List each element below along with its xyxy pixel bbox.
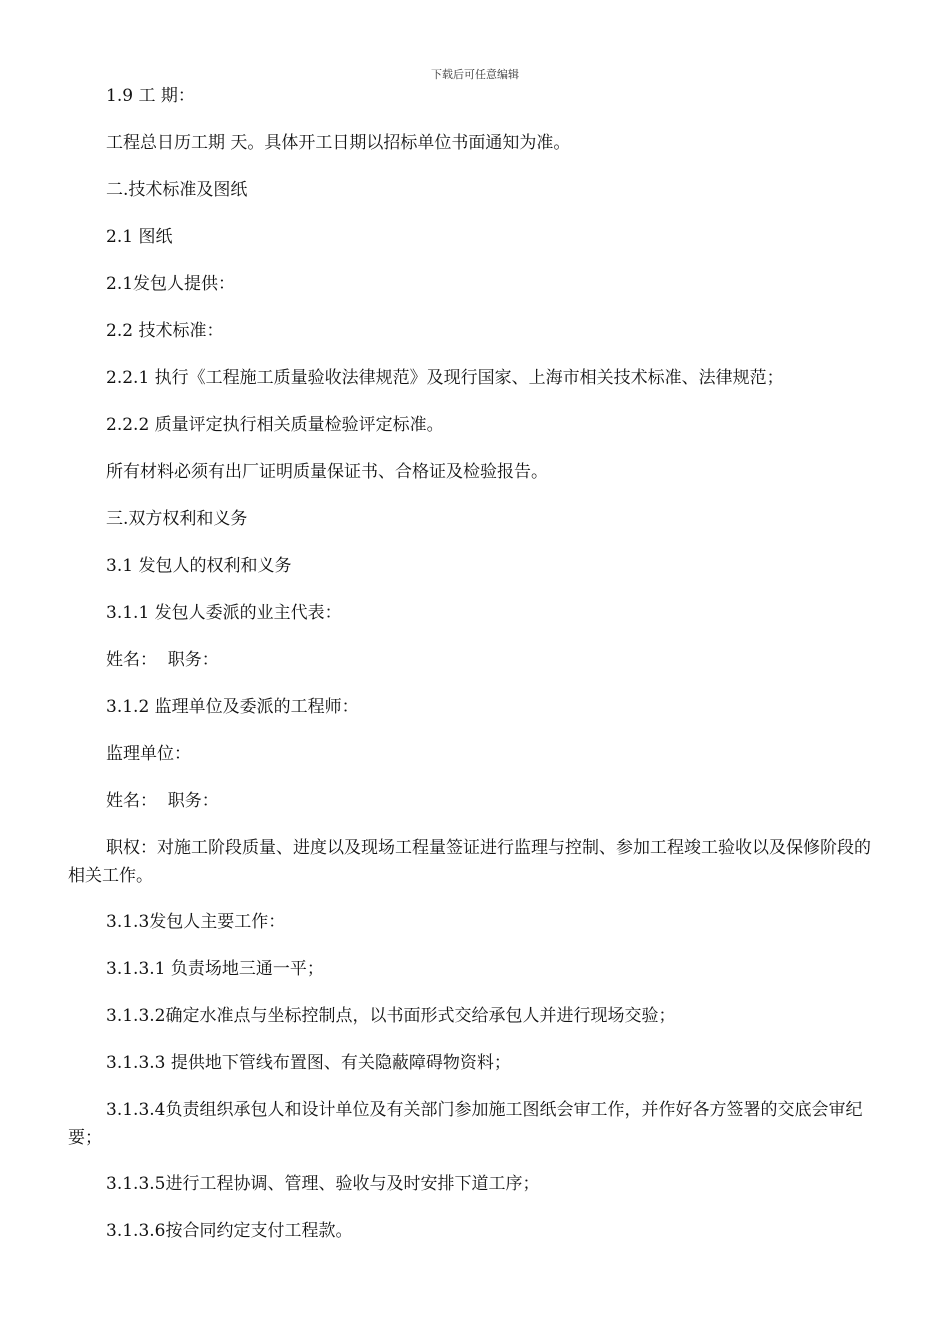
paragraph-materials: 所有材料必须有出厂证明质量保证书、合格证及检验报告。 — [106, 462, 548, 482]
paragraph-3-1-3-5: 3.1.3.5进行工程协调、管理、验收与及时安排下道工序； — [106, 1174, 540, 1194]
paragraph-2-2-technical-standards: 2.2 技术标准： — [106, 321, 224, 341]
paragraph-name-position-2: 姓名： 职务： — [106, 791, 219, 811]
paragraph-3-1-3: 3.1.3发包人主要工作： — [106, 912, 286, 932]
section-3-heading: 三.双方权利和义务 — [106, 509, 248, 529]
paragraph-1-9-duration-heading: 1.9 工 期： — [106, 86, 195, 106]
paragraph-3-1-3-6: 3.1.3.6按合同约定支付工程款。 — [106, 1221, 353, 1241]
section-2-heading: 二.技术标准及图纸 — [106, 180, 248, 200]
paragraph-3-1-2: 3.1.2 监理单位及委派的工程师： — [106, 697, 359, 717]
paragraph-2-2-1: 2.2.1 执行《工程施工质量验收法律规范》及现行国家、上海市相关技术标准、法律规范； — [106, 368, 784, 388]
paragraph-2-2-2: 2.2.2 质量评定执行相关质量检验评定标准。 — [106, 415, 444, 435]
paragraph-authority: 职权：对施工阶段质量、进度以及现场工程量签证进行监理与控制、参加工程竣工验收以及保修阶段的相关工作。 — [68, 838, 871, 886]
paragraph-3-1-3-4: 3.1.3.4负责组织承包人和设计单位及有关部门参加施工图纸会审工作，并作好各方签署的交底会审纪要； — [68, 1100, 863, 1148]
paragraph-3-1-3-3: 3.1.3.3 提供地下管线布置图、有关隐蔽障碍物资料； — [106, 1053, 511, 1073]
paragraph-total-duration: 工程总日历工期 天。具体开工日期以招标单位书面通知为准。 — [106, 133, 571, 153]
paragraph-3-1-3-2: 3.1.3.2确定水准点与坐标控制点，以书面形式交给承包人并进行现场交验； — [106, 1006, 676, 1026]
paragraph-2-1-drawings: 2.1 图纸 — [106, 227, 173, 247]
header-note: 下载后可任意编辑 — [431, 68, 519, 81]
paragraph-name-position-1: 姓名： 职务： — [106, 650, 219, 670]
paragraph-3-1-3-1: 3.1.3.1 负责场地三通一平； — [106, 959, 324, 979]
paragraph-3-1-1: 3.1.1 发包人委派的业主代表： — [106, 603, 342, 623]
paragraph-2-1-employer-provides: 2.1发包人提供： — [106, 274, 236, 294]
paragraph-3-1: 3.1 发包人的权利和义务 — [106, 556, 292, 576]
paragraph-supervision-unit: 监理单位： — [106, 744, 191, 764]
document-body — [68, 82, 878, 1264]
